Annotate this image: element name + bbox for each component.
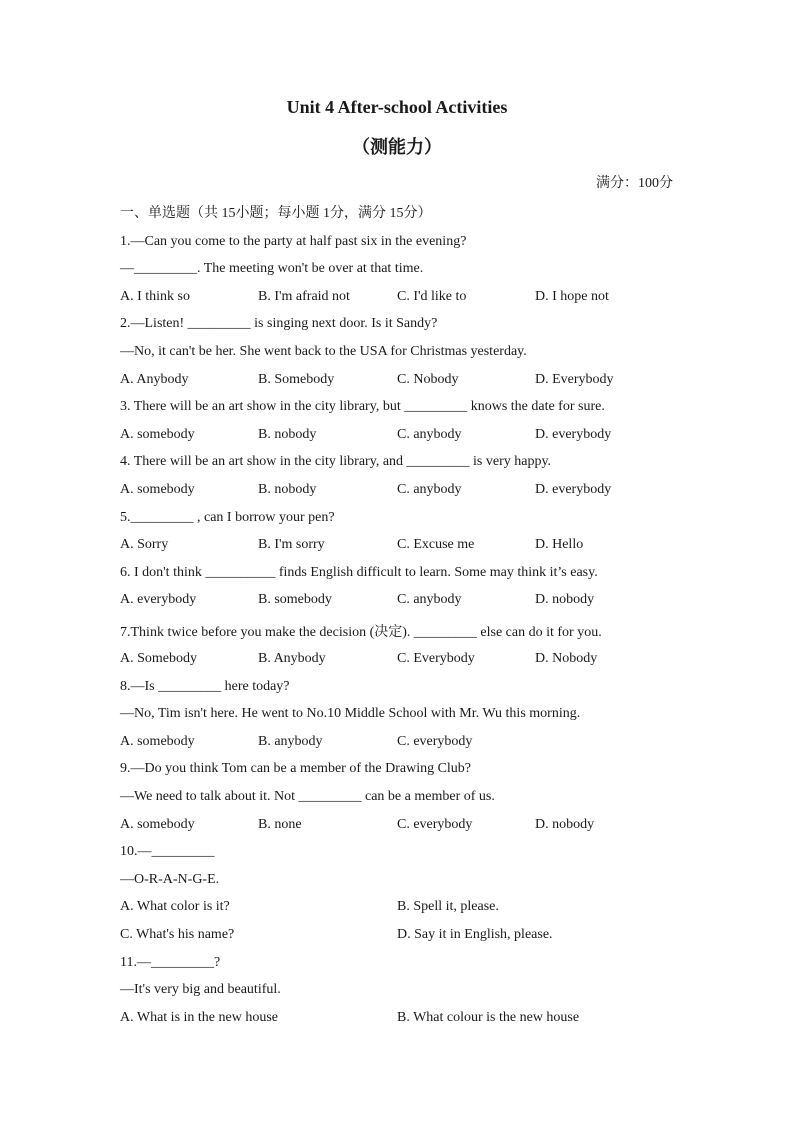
question-2-line-2: —No, it can't be her. She went back to the USA for Christmas yesterday. [120, 344, 527, 359]
q5-option-b: B. I'm sorry [258, 537, 325, 552]
q3-option-d: D. everybody [535, 427, 612, 442]
q1-option-d: D. I hope not [535, 289, 609, 304]
q9-option-c: C. everybody [397, 817, 473, 832]
q9-option-a: A. somebody [120, 817, 195, 832]
question-1-line-1: 1.—Can you come to the party at half past six in the evening? [120, 234, 467, 249]
question-5-line-1: 5._________ , can I borrow your pen? [120, 510, 335, 525]
q7-option-a: A. Somebody [120, 651, 197, 666]
q10-option-a: A. What color is it? [120, 899, 230, 914]
q10-option-d: D. Say it in English, please. [397, 927, 553, 942]
q3-option-c: C. anybody [397, 427, 462, 442]
q6-option-a: A. everybody [120, 592, 197, 607]
q5-option-d: D. Hello [535, 537, 584, 552]
question-7-line-1: 7.Think twice before you make the decision (决定). _________ else can do it for you. [120, 625, 602, 640]
question-3-line-1: 3. There will be an art show in the city library, but _________ knows the date for sure. [120, 399, 605, 414]
q3-option-a: A. somebody [120, 427, 195, 442]
q8-option-b: B. anybody [258, 734, 323, 749]
question-8-line-2: —No, Tim isn't here. He went to No.10 Middle School with Mr. Wu this morning. [120, 706, 581, 721]
q10-option-b: B. Spell it, please. [397, 899, 499, 914]
q4-option-d: D. everybody [535, 482, 612, 497]
question-6-line-1: 6. I don't think __________ finds English difficult to learn. Some may think it’s easy. [120, 565, 598, 580]
question-8-line-1: 8.—Is _________ here today? [120, 679, 290, 694]
q6-option-c: C. anybody [397, 592, 462, 607]
q10-option-c: C. What's his name? [120, 927, 235, 942]
q4-option-b: B. nobody [258, 482, 317, 497]
question-9-line-2: —We need to talk about it. Not _________ can be a member of us. [120, 789, 495, 804]
q6-option-d: D. nobody [535, 592, 595, 607]
question-10-line-2: —O-R-A-N-G-E. [120, 872, 220, 887]
page-subtitle: （测能力） [352, 137, 442, 158]
question-11-line-1: 11.—_________? [120, 955, 221, 970]
q6-option-b: B. somebody [258, 592, 332, 607]
q1-option-b: B. I'm afraid not [258, 289, 350, 304]
q7-option-c: C. Everybody [397, 651, 475, 666]
q1-option-c: C. I'd like to [397, 289, 467, 304]
q7-option-b: B. Anybody [258, 651, 326, 666]
q7-option-d: D. Nobody [535, 651, 598, 666]
q9-option-d: D. nobody [535, 817, 595, 832]
q2-option-b: B. Somebody [258, 372, 335, 387]
question-1-line-2: —_________. The meeting won't be over at that time. [120, 261, 424, 276]
q11-option-b: B. What colour is the new house [397, 1010, 580, 1025]
question-4-line-1: 4. There will be an art show in the city library, and _________ is very happy. [120, 454, 552, 469]
question-11-line-2: —It's very big and beautiful. [120, 982, 281, 997]
q2-option-a: A. Anybody [120, 372, 189, 387]
section-heading: 一、单选题（共 15小题；每小题 1分，满分 15分） [120, 206, 432, 221]
q3-option-b: B. nobody [258, 427, 317, 442]
question-9-line-1: 9.—Do you think Tom can be a member of the Drawing Club? [120, 761, 472, 776]
q5-option-c: C. Excuse me [397, 537, 475, 552]
q8-option-a: A. somebody [120, 734, 195, 749]
question-10-line-1: 10.—_________ [120, 844, 215, 859]
question-2-line-1: 2.—Listen! _________ is singing next door. Is it Sandy? [120, 316, 438, 331]
q2-option-d: D. Everybody [535, 372, 614, 387]
q8-option-c: C. everybody [397, 734, 473, 749]
q5-option-a: A. Sorry [120, 537, 169, 552]
page-title: Unit 4 After-school Activities [286, 97, 508, 117]
q9-option-b: B. none [258, 817, 302, 832]
q4-option-c: C. anybody [397, 482, 462, 497]
full-score: 满分：100分 [596, 176, 673, 191]
q2-option-c: C. Nobody [397, 372, 459, 387]
q1-option-a: A. I think so [120, 289, 190, 304]
q11-option-a: A. What is in the new house [120, 1010, 278, 1025]
q4-option-a: A. somebody [120, 482, 195, 497]
